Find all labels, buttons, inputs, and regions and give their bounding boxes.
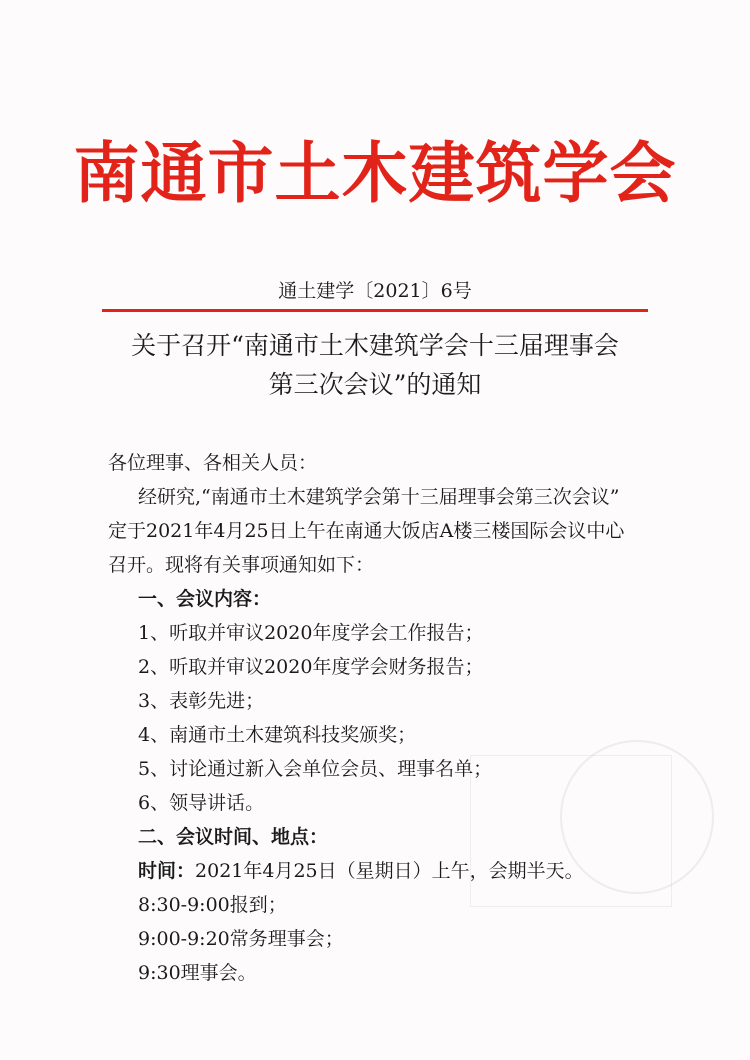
salutation: 各位理事、各相关人员：: [108, 452, 318, 474]
notice-title-line-1: 关于召开“南通市土木建筑学会十三届理事会: [131, 331, 619, 360]
organization-header: 南通市土木建筑学会: [73, 134, 677, 212]
intro-line-2: 定于2021年4月25日上午在南通大饭店A楼三楼国际会议中心: [108, 520, 625, 542]
agenda-item: 3、表彰先进；: [138, 690, 265, 712]
agenda-item: 4、南通市土木建筑科技奖颁奖；: [138, 724, 417, 746]
agenda-item: 6、领导讲话。: [138, 792, 265, 814]
notice-title-line-2: 第三次会议”的通知: [268, 370, 482, 399]
meeting-time: [108, 854, 668, 888]
notice-title: [0, 326, 750, 404]
agenda-item: 1、听取并审议2020年度学会工作报告；: [138, 622, 484, 644]
document-number: 通土建学〔2021〕6号: [278, 280, 472, 302]
time-label: 时间：: [138, 860, 196, 882]
schedule-item: 8:30-9:00报到；: [138, 894, 287, 916]
red-separator-line: [102, 309, 648, 312]
notice-body: [108, 446, 668, 990]
section-2-heading: 二、会议时间、地点：: [138, 826, 329, 848]
agenda-item: 2、听取并审议2020年度学会财务报告；: [138, 656, 484, 678]
section-1-heading: 一、会议内容：: [138, 588, 272, 610]
schedule-item: 9:30理事会。: [138, 962, 257, 984]
intro-line-1: 经研究,“南通市土木建筑学会第十三届理事会第三次会议”: [138, 486, 620, 508]
time-value: 2021年4月25日（星期日）上午，会期半天。: [195, 860, 584, 882]
schedule-item: 9:00-9:20常务理事会；: [138, 928, 344, 950]
intro-line-3: 召开。现将有关事项通知如下：: [108, 554, 375, 576]
agenda-item: 5、讨论通过新入会单位会员、理事名单；: [138, 758, 493, 780]
